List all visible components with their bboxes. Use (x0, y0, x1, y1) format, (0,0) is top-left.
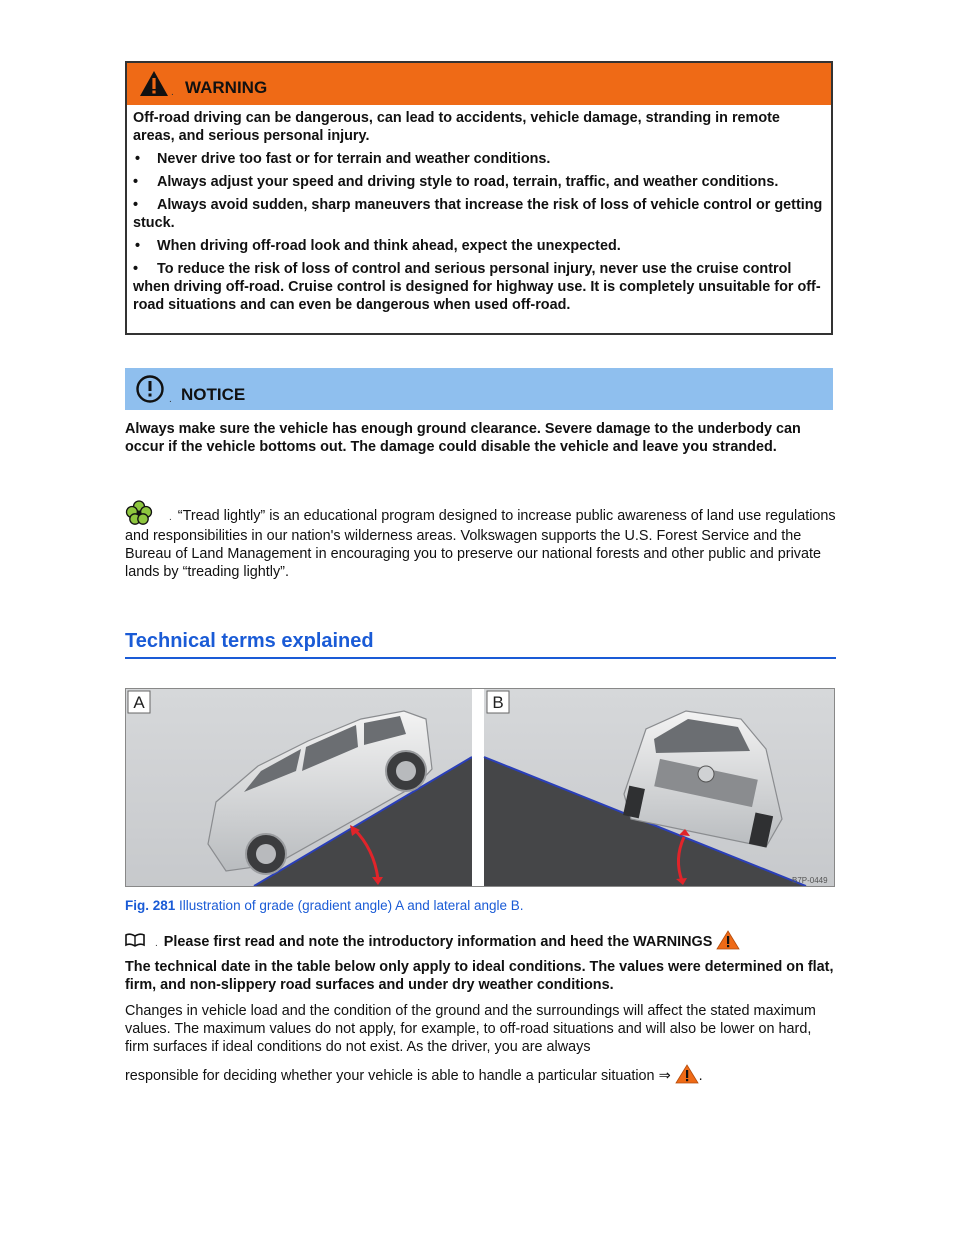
warning-bullet: • To reduce the risk of loss of control and serious personal injury, never use the cruise control when driving off-road. Cruise control is designed for highway use. It is completely unsuitable for off-road situations and can even be dangerous when used off-road. (133, 261, 821, 313)
notice-body: Always make sure the vehicle has enough ground clearance. Severe damage to the underbody can occur if the vehicle bottoms out. The damage could disable the vehicle and leave you stranded. (125, 421, 801, 455)
book-icon (125, 933, 145, 947)
responsibility-text: responsible for deciding whether your vehicle is able to handle a particular situation ⇒ (125, 1068, 671, 1084)
environment-text: “Tread lightly” is an educational program designed to increase public awareness of land use regulations and responsibilities in our nation's wilderness areas. Volkswagen supports the U.S. Forest Service and the Bureau of Land Management in encouraging you to preserve our national forests and other public and private lands by “treading lightly”. (125, 508, 836, 580)
warning-bullet: • When driving off-road look and think ahead, expect the unexpected. (135, 238, 621, 254)
intro-line (125, 930, 837, 953)
environment-note (125, 500, 837, 581)
figure-illustration (126, 689, 834, 886)
intro-tick: . (155, 938, 158, 949)
figure-caption-text: Illustration of grade (gradient angle) A and lateral angle B. (179, 898, 524, 913)
warning-triangle-icon (139, 70, 169, 97)
figure-caption (125, 898, 524, 913)
responsibility-period: . (698, 1068, 703, 1084)
warning-tick: . (171, 87, 174, 98)
section-divider (125, 657, 836, 659)
warning-header (127, 63, 831, 105)
panel-separator (472, 689, 484, 886)
warning-bullet: • Always avoid sudden, sharp maneuvers that increase the risk of loss of vehicle control or getting stuck. (133, 197, 823, 231)
panel-b-label: B (492, 693, 504, 712)
warning-triangle-icon (716, 930, 740, 950)
leaf-icon (125, 500, 153, 526)
intro-text: Please first read and note the introductory information and heed the WARNINGS (163, 934, 713, 950)
warning-bullet: • Never drive too fast or for terrain and weather conditions. (135, 151, 551, 167)
notice-tick: . (169, 394, 172, 405)
warning-title: WARNING (185, 78, 268, 97)
warning-bullet: • Always adjust your speed and driving style to road, terrain, traffic, and weather conditions. (133, 174, 779, 190)
section-title: Technical terms explained (125, 630, 374, 652)
figure-code: B7P-0449 (792, 876, 828, 885)
warning-body (127, 105, 831, 314)
environment-tick: . (169, 512, 172, 523)
notice-title: NOTICE (181, 385, 246, 404)
warning-intro: Off-road driving can be dangerous, can lead to accidents, vehicle damage, stranding in remote areas, and serious personal injury. (133, 110, 780, 144)
figure-number: Fig. 281 (125, 898, 176, 913)
panel-a-label: A (133, 693, 145, 712)
warning-triangle-icon (675, 1064, 699, 1084)
changes-paragraph: Changes in vehicle load and the condition of the ground and the surroundings will affect the stated maximum values. The maximum values do not apply, for example, to off-road situations and will also be lower on hard, firm surfaces if ideal conditions do not exist. As the driver, you are always (125, 1003, 816, 1055)
responsibility-line (125, 1064, 837, 1085)
figure-281 (125, 688, 835, 887)
notice-exclamation-icon (135, 374, 165, 404)
technical-data-note: The technical date in the table below only apply to ideal conditions. The values were determined on flat, firm, and non-slippery road surfaces and under dry weather conditions. (125, 959, 834, 993)
notice-header (125, 368, 833, 410)
warning-box (125, 61, 833, 335)
